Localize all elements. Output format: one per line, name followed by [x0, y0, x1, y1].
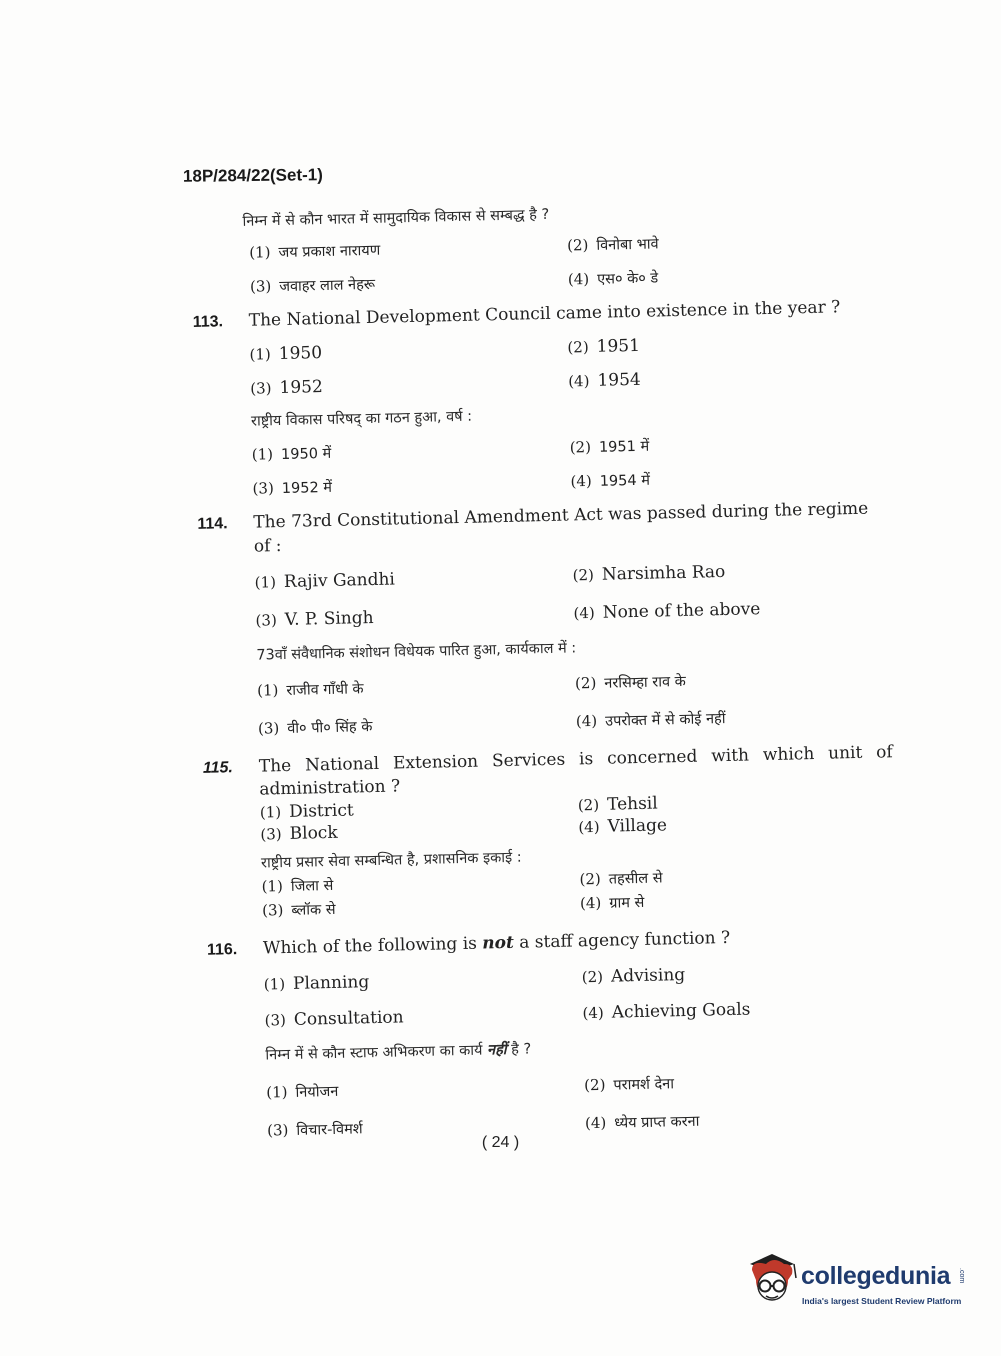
page-number: ( 24 ) [481, 1134, 520, 1151]
question-116 [207, 922, 901, 1142]
option-1: (1) Rajiv Gandhi [254, 569, 396, 592]
option-2: (2) 1951 में [569, 437, 650, 457]
option-2: (2) नरसिम्हा राव के [574, 673, 686, 693]
brand-tagline: India's largest Student Review Platform [802, 1296, 962, 1306]
option-3: (3) विचार-विमर्श [266, 1121, 363, 1140]
brand-suffix: .com [958, 1268, 965, 1284]
options-english [264, 960, 899, 1030]
question-number: 113. [192, 313, 224, 331]
question-list [190, 184, 901, 1141]
option-1: (1) District [259, 800, 354, 822]
option-4: (4) None of the above [573, 599, 761, 623]
question-113 [192, 294, 886, 500]
option-4: (4) 1954 में [570, 471, 651, 491]
question-115 [203, 740, 897, 922]
option-2: (2) तहसील से [579, 869, 663, 889]
option-2: (2) परामर्श देना [583, 1075, 675, 1095]
option-1: (1) नियोजन [266, 1083, 339, 1102]
option-3: (3) वी० पी० सिंह के [257, 719, 373, 738]
emphasis-not: not [482, 932, 515, 954]
question-112-hindi [190, 196, 882, 298]
question-row [197, 496, 888, 560]
options-hindi [257, 666, 892, 738]
options-english [254, 558, 889, 630]
question-number: 114. [197, 515, 228, 533]
option-3: (3) ब्लॉक से [261, 901, 336, 920]
question-text-hindi: राष्ट्रीय प्रसार सेवा सम्बन्धित है, प्रशासनिक इकाई : [260, 849, 522, 872]
question-text-english: The National Extension Services is concerned with which unit of [258, 742, 893, 777]
question-row [192, 294, 882, 334]
collegedunia-watermark [744, 1250, 974, 1314]
option-3: (3) 1952 में [252, 479, 333, 498]
options-hindi [249, 228, 882, 296]
option-3: (3) V. P. Singh [255, 607, 374, 630]
option-4: (4) 1954 [568, 369, 641, 391]
option-4: (4) ध्येय प्राप्त करना [584, 1113, 700, 1133]
emphasis-nahin: नहीं [486, 1042, 507, 1059]
option-1: (1) Planning [263, 972, 370, 994]
option-4: (4) एस० के० डे [567, 269, 659, 289]
option-2: (2) Narsimha Rao [572, 561, 726, 585]
question-text-english: Which of the following is not a staff agency function ? [262, 927, 731, 959]
options-english [249, 330, 884, 398]
option-2: (2) 1951 [567, 335, 641, 357]
option-2: (2) विनोबा भावे [566, 235, 659, 255]
option-4: (4) Village [578, 815, 668, 837]
options-hindi [266, 1068, 901, 1140]
option-3: (3) Consultation [264, 1007, 404, 1030]
option-3: (3) 1952 [250, 377, 324, 399]
option-1: (1) जय प्रकाश नारायण [249, 242, 381, 262]
option-3: (3) जवाहर लाल नेहरू [249, 276, 376, 296]
question-text-english: The National Development Council came into existence in the year ? [248, 297, 841, 331]
option-4: (4) उपरोक्त में से कोई नहीं [575, 710, 726, 731]
option-1: (1) 1950 [249, 343, 323, 365]
mascot-icon [744, 1250, 800, 1310]
question-text-hindi: राष्ट्रीय विकास परिषद् का गठन हुआ, वर्ष : [250, 408, 473, 430]
option-1: (1) जिला से [261, 877, 334, 896]
option-4: (4) ग्राम से [579, 893, 645, 913]
question-row [207, 922, 897, 962]
option-4: (4) Achieving Goals [582, 999, 751, 1023]
question-text-hindi: निम्न में से कौन स्टाफ अभिकरण का कार्य नहीं है ? [265, 1041, 532, 1064]
question-text-english: The 73rd Constitutional Amendment Act was passed during the regime of : [253, 498, 869, 557]
brand-name: collegedunia [801, 1262, 951, 1290]
question-number: 116. [206, 941, 238, 959]
option-1: (1) राजीव गाँधी के [256, 681, 364, 700]
question-114 [197, 496, 892, 740]
option-2: (2) Advising [581, 964, 686, 987]
option-3: (3) Block [260, 822, 338, 844]
question-text-hindi: निम्न में से कौन भारत में सामुदायिक विकास से सम्बद्ध है ? [242, 206, 550, 230]
option-2: (2) Tehsil [577, 793, 658, 815]
option-1: (1) 1950 में [251, 445, 332, 464]
question-number: 115. [202, 759, 234, 777]
options-hindi [252, 430, 887, 498]
paper-code: 18P/284/22(Set-1) [182, 165, 323, 186]
question-text-hindi: 73वाँ संवैधानिक संशोधन विधेयक पारित हुआ, कार्यकाल में : [256, 640, 577, 664]
question-text-english-continued: administration ? [259, 776, 401, 800]
